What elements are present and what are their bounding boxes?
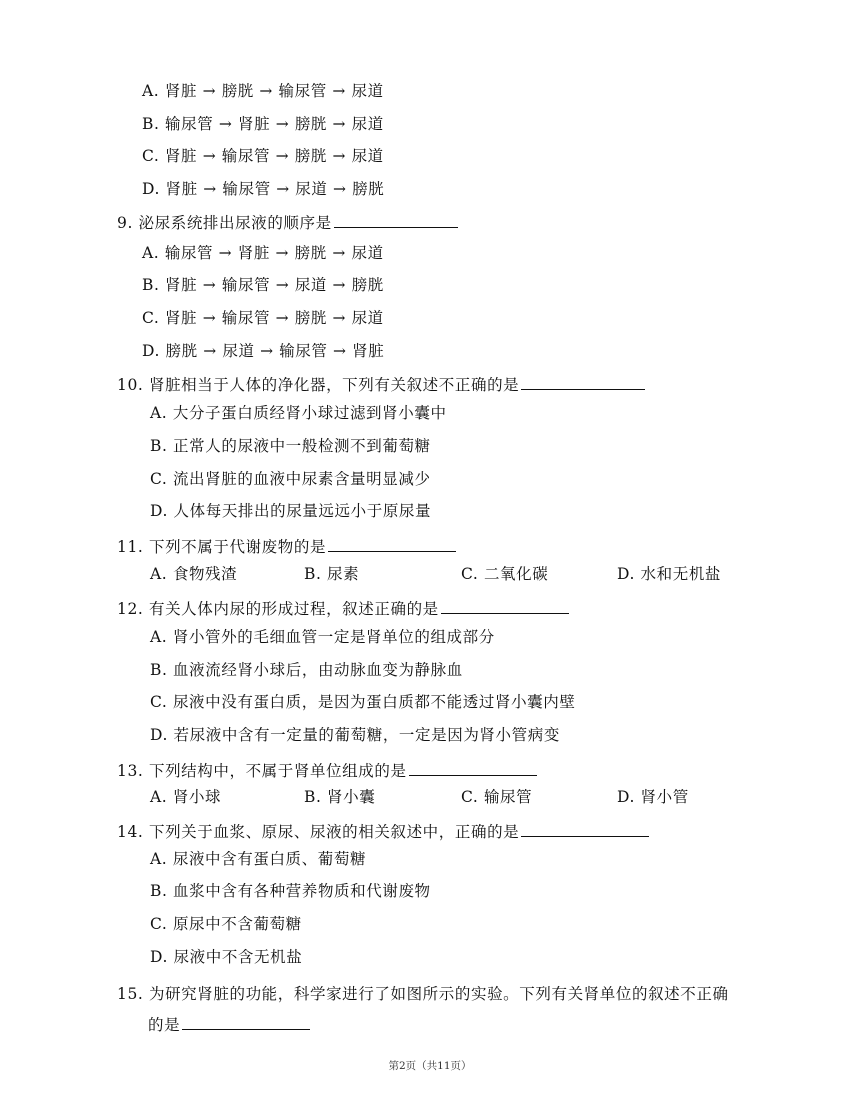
q8-option-c: C. 肾脏 → 输尿管 → 膀胱 → 尿道 <box>142 147 384 165</box>
q8-option-d: D. 肾脏 → 输尿管 → 尿道 → 膀胱 <box>142 180 385 198</box>
q13-stem-text: 13. 下列结构中，不属于肾单位组成的是 <box>117 762 407 780</box>
q12-stem-text: 12. 有关人体内尿的形成过程，叙述正确的是 <box>117 600 439 618</box>
q13-option-c: C. 输尿管 <box>461 788 533 806</box>
answer-blank[interactable] <box>521 373 645 390</box>
q11-stem <box>117 535 456 558</box>
q14-option-b: B. 血浆中含有各种营养物质和代谢废物 <box>150 882 431 900</box>
q11-option-a: A. 食物残渣 <box>150 565 238 583</box>
q13-option-a: A. 肾小球 <box>150 788 222 806</box>
q11-option-b: B. 尿素 <box>304 565 360 583</box>
q9-option-d: D. 膀胱 → 尿道 → 输尿管 → 肾脏 <box>142 342 385 360</box>
q8-option-a: A. 肾脏 → 膀胱 → 输尿管 → 尿道 <box>142 82 384 100</box>
q11-options <box>150 563 750 585</box>
q13-options <box>150 786 750 808</box>
q11-stem-text: 11. 下列不属于代谢废物的是 <box>117 538 327 556</box>
q15-stem-line1: 15. 为研究肾脏的功能，科学家进行了如图所示的实验。下列有关肾单位的叙述不正确 <box>117 985 729 1003</box>
q14-option-c: C. 原尿中不含葡萄糖 <box>150 915 302 933</box>
q9-option-b: B. 肾脏 → 输尿管 → 尿道 → 膀胱 <box>142 276 384 294</box>
answer-blank[interactable] <box>328 535 456 552</box>
answer-blank[interactable] <box>409 759 537 776</box>
q13-option-d: D. 肾小管 <box>617 788 689 806</box>
q12-option-d: D. 若尿液中含有一定量的葡萄糖，一定是因为肾小管病变 <box>150 726 560 744</box>
q11-option-d: D. 水和无机盐 <box>617 565 722 583</box>
q10-option-b: B. 正常人的尿液中一般检测不到葡萄糖 <box>150 437 431 455</box>
q9-option-a: A. 输尿管 → 肾脏 → 膀胱 → 尿道 <box>142 244 384 262</box>
q10-stem <box>117 373 645 396</box>
q14-option-d: D. 尿液中不含无机盐 <box>150 948 303 966</box>
q13-stem <box>117 759 537 782</box>
q10-option-a: A. 大分子蛋白质经肾小球过滤到肾小囊中 <box>150 404 447 422</box>
q10-option-d: D. 人体每天排出的尿量远远小于原尿量 <box>150 502 432 520</box>
q10-stem-text: 10. 肾脏相当于人体的净化器，下列有关叙述不正确的是 <box>117 376 520 394</box>
q14-stem-text: 14. 下列关于血浆、原尿、尿液的相关叙述中，正确的是 <box>117 823 520 841</box>
q9-option-c: C. 肾脏 → 输尿管 → 膀胱 → 尿道 <box>142 309 384 327</box>
q15-stem-line2-text: 的是 <box>148 1016 181 1034</box>
q12-option-a: A. 肾小管外的毛细血管一定是肾单位的组成部分 <box>150 628 495 646</box>
answer-blank[interactable] <box>334 211 458 228</box>
q12-option-c: C. 尿液中没有蛋白质，是因为蛋白质都不能透过肾小囊内壁 <box>150 693 576 711</box>
q14-option-a: A. 尿液中含有蛋白质、葡萄糖 <box>150 850 367 868</box>
q13-option-b: B. 肾小囊 <box>304 788 376 806</box>
answer-blank[interactable] <box>441 597 569 614</box>
q15-stem-line2 <box>148 1013 310 1036</box>
q12-option-b: B. 血液流经肾小球后，由动脉血变为静脉血 <box>150 661 463 679</box>
q8-option-b: B. 输尿管 → 肾脏 → 膀胱 → 尿道 <box>142 115 384 133</box>
q12-stem <box>117 597 569 620</box>
q14-stem <box>117 820 649 843</box>
q11-option-c: C. 二氧化碳 <box>461 565 549 583</box>
page-footer: 第2页（共11页） <box>388 1060 472 1072</box>
q9-stem <box>117 211 458 234</box>
q10-option-c: C. 流出肾脏的血液中尿素含量明显减少 <box>150 470 431 488</box>
answer-blank[interactable] <box>521 820 649 837</box>
answer-blank[interactable] <box>182 1013 310 1030</box>
q9-stem-text: 9. 泌尿系统排出尿液的顺序是 <box>117 214 332 232</box>
